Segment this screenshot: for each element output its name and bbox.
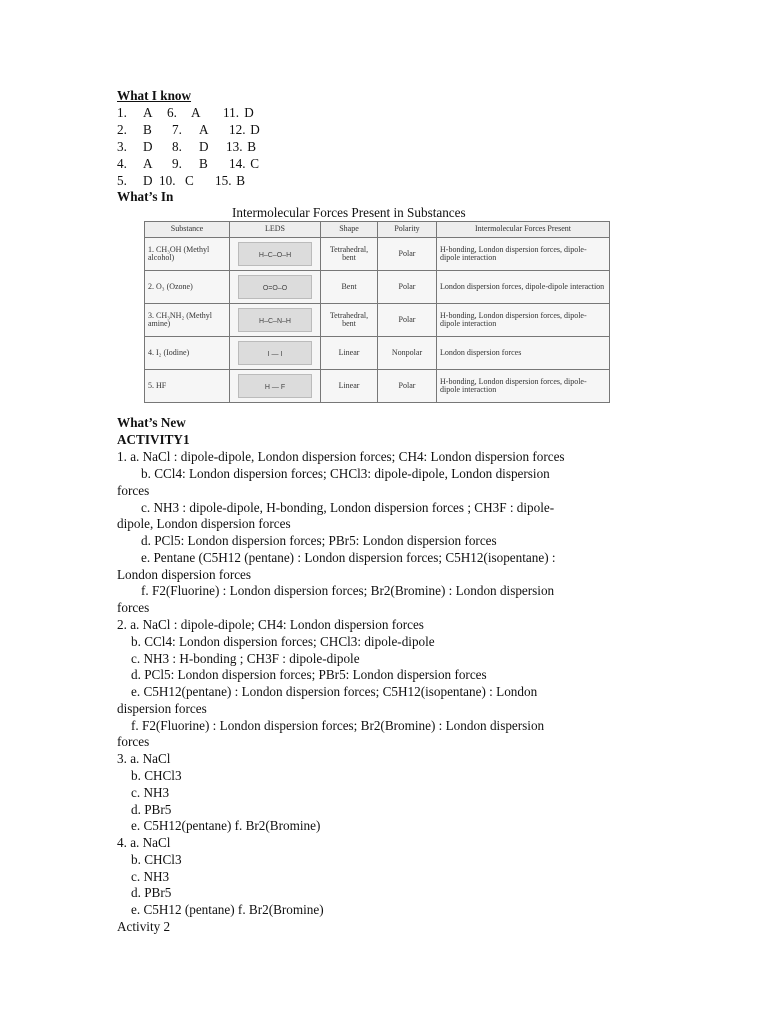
- table-title: Intermolecular Forces Present in Substances: [232, 205, 466, 220]
- cell-shape: Tetrahedral, bent: [321, 238, 378, 271]
- answer-line: d. PBr5: [131, 802, 172, 817]
- item-number: 8.: [172, 139, 182, 154]
- item-answer: A: [143, 156, 153, 171]
- cell-polarity: Nonpolar: [378, 337, 437, 370]
- cell-forces: H-bonding, London dispersion forces, dipole-dipole interaction: [437, 238, 610, 271]
- cell-lewis: [230, 370, 321, 403]
- cell-shape: Tetrahedral, bent: [321, 304, 378, 337]
- answer-line: 4. a. NaCl: [117, 835, 171, 850]
- row-number: 4.: [148, 347, 154, 357]
- item-number: 12.: [229, 122, 246, 137]
- item-number: 9.: [172, 156, 182, 171]
- item-answer: D: [244, 105, 254, 120]
- lewis-structure-image: [238, 308, 312, 332]
- lewis-formula: O=O–O: [262, 285, 288, 292]
- cell-forces: London dispersion forces: [437, 337, 610, 370]
- col-polarity: Polarity: [378, 222, 437, 238]
- answer-line: forces: [117, 734, 150, 749]
- cell-lewis: [230, 304, 321, 337]
- answer-line: d. PCl5: London dispersion forces; PBr5: London dispersion forces: [141, 533, 497, 548]
- answer-row: [117, 139, 256, 155]
- col-shape: Shape: [321, 222, 378, 238]
- item-answer: D: [250, 122, 260, 137]
- lewis-structure-image: [238, 242, 312, 266]
- item-number: 14.: [229, 156, 246, 171]
- cell-substance: [145, 271, 230, 304]
- row-number: 3.: [148, 310, 154, 320]
- substance-name: CH₃OH (Methyl alcohol): [148, 244, 210, 262]
- answer-line: forces: [117, 600, 150, 615]
- answer-row: [117, 122, 260, 138]
- item-number: 13.: [226, 139, 243, 154]
- answer-line: f. F2(Fluorine) : London dispersion forces; Br2(Bromine) : London dispersion: [141, 583, 555, 598]
- cell-substance: [145, 337, 230, 370]
- answer-line: c. NH3 : dipole-dipole, H-bonding, London dispersion forces ; CH3F : dipole-: [141, 500, 555, 515]
- lewis-structure-image: [238, 341, 312, 365]
- answer-row: [117, 156, 259, 172]
- row-number: 2.: [148, 281, 154, 291]
- item-answer: C: [185, 173, 194, 188]
- whats-new-heading: What’s New: [117, 415, 186, 430]
- item-answer: D: [143, 173, 153, 188]
- answer-line: d. PBr5: [131, 885, 172, 900]
- lewis-structure-image: [238, 374, 312, 398]
- answer-line: e. C5H12(pentane) f. Br2(Bromine): [131, 818, 321, 833]
- answer-line: b. CCl4: London dispersion forces; CHCl3: dipole-dipole: [131, 634, 435, 649]
- cell-substance: [145, 304, 230, 337]
- answer-line: b. CHCl3: [131, 852, 182, 867]
- answer-row: [117, 173, 245, 189]
- answer-line: e. C5H12 (pentane) f. Br2(Bromine): [131, 902, 324, 917]
- table-row: [145, 238, 610, 271]
- col-leds: LEDS: [230, 222, 321, 238]
- answer-line: 3. a. NaCl: [117, 751, 171, 766]
- cell-lewis: [230, 337, 321, 370]
- item-answer: A: [199, 122, 209, 137]
- cell-lewis: [230, 238, 321, 271]
- answer-row: [117, 105, 254, 121]
- table-row: [145, 370, 610, 403]
- item-answer: A: [143, 105, 153, 120]
- cell-polarity: Polar: [378, 238, 437, 271]
- cell-substance: [145, 370, 230, 403]
- item-number: 6.: [167, 105, 177, 120]
- item-number: 3.: [117, 139, 127, 154]
- item-number: 1.: [117, 105, 127, 120]
- item-answer: B: [143, 122, 152, 137]
- col-forces: Intermolecular Forces Present: [437, 222, 610, 238]
- lewis-formula: H — F: [264, 384, 286, 391]
- answer-line: c. NH3: [131, 785, 170, 800]
- item-answer: B: [199, 156, 208, 171]
- answer-line: 1. a. NaCl : dipole-dipole, London dispersion forces; CH4: London dispersion forces: [117, 449, 565, 464]
- intermolecular-forces-table: [144, 221, 610, 403]
- row-number: 1.: [148, 244, 154, 254]
- lewis-formula: I — I: [267, 351, 283, 358]
- item-number: 7.: [172, 122, 182, 137]
- answer-line: dispersion forces: [117, 701, 207, 716]
- answer-line: e. C5H12(pentane) : London dispersion forces; C5H12(isopentane) : London: [131, 684, 538, 699]
- cell-shape: Linear: [321, 370, 378, 403]
- lewis-formula: H–C–O–H: [258, 252, 292, 259]
- item-answer: B: [236, 173, 246, 188]
- cell-polarity: Polar: [378, 370, 437, 403]
- answer-line: dipole, London dispersion forces: [117, 516, 291, 531]
- answer-line: b. CCl4: London dispersion forces; CHCl3: dipole-dipole, London dispersion: [141, 466, 550, 481]
- col-substance: Substance: [145, 222, 230, 238]
- item-number: 11.: [223, 105, 239, 120]
- substance-name: HF: [156, 380, 167, 390]
- item-answer: C: [250, 156, 260, 171]
- lewis-formula: H–C–N–H: [259, 318, 291, 325]
- activity1-heading: ACTIVITY1: [117, 432, 190, 447]
- answer-line: c. NH3: [131, 869, 170, 884]
- substance-name: I₂ (Iodine): [156, 347, 190, 357]
- answer-line: d. PCl5: London dispersion forces; PBr5: London dispersion forces: [131, 667, 487, 682]
- cell-lewis: [230, 271, 321, 304]
- item-number: 5.: [117, 173, 127, 188]
- answer-line: forces: [117, 483, 150, 498]
- table-row: [145, 337, 610, 370]
- item-number: 10.: [159, 173, 176, 188]
- substance-name: O₃ (Ozone): [156, 281, 193, 291]
- cell-polarity: Polar: [378, 271, 437, 304]
- cell-substance: [145, 238, 230, 271]
- cell-forces: London dispersion forces, dipole-dipole interaction: [437, 271, 610, 304]
- answer-line: e. Pentane (C5H12 (pentane) : London dispersion forces; C5H12(isopentane) :: [141, 550, 556, 565]
- cell-shape: Linear: [321, 337, 378, 370]
- table-row: [145, 271, 610, 304]
- whats-in-heading: What’s In: [117, 189, 174, 204]
- row-number: 5.: [148, 380, 154, 390]
- answer-line: f. F2(Fluorine) : London dispersion forces; Br2(Bromine) : London dispersion: [131, 718, 545, 733]
- table-row: [145, 304, 610, 337]
- answer-line: b. CHCl3: [131, 768, 182, 783]
- answer-line: London dispersion forces: [117, 567, 252, 582]
- substance-name: CH₃NH₂ (Methyl amine): [148, 310, 213, 328]
- table-header-row: [145, 222, 610, 238]
- item-number: 2.: [117, 122, 127, 137]
- item-number: 15.: [215, 173, 232, 188]
- item-answer: B: [247, 139, 257, 154]
- answer-line: 2. a. NaCl : dipole-dipole; CH4: London dispersion forces: [117, 617, 424, 632]
- item-answer: A: [191, 105, 201, 120]
- item-answer: D: [143, 139, 153, 154]
- item-answer: D: [199, 139, 209, 154]
- activity2-heading: Activity 2: [117, 919, 171, 934]
- cell-forces: H-bonding, London dispersion forces, dipole-dipole interaction: [437, 304, 610, 337]
- cell-forces: H-bonding, London dispersion forces, dipole-dipole interaction: [437, 370, 610, 403]
- lewis-structure-image: [238, 275, 312, 299]
- answer-line: c. NH3 : H-bonding ; CH3F : dipole-dipole: [131, 651, 360, 666]
- what-i-know-heading: What I know: [117, 88, 192, 103]
- cell-shape: Bent: [321, 271, 378, 304]
- item-number: 4.: [117, 156, 127, 171]
- cell-polarity: Polar: [378, 304, 437, 337]
